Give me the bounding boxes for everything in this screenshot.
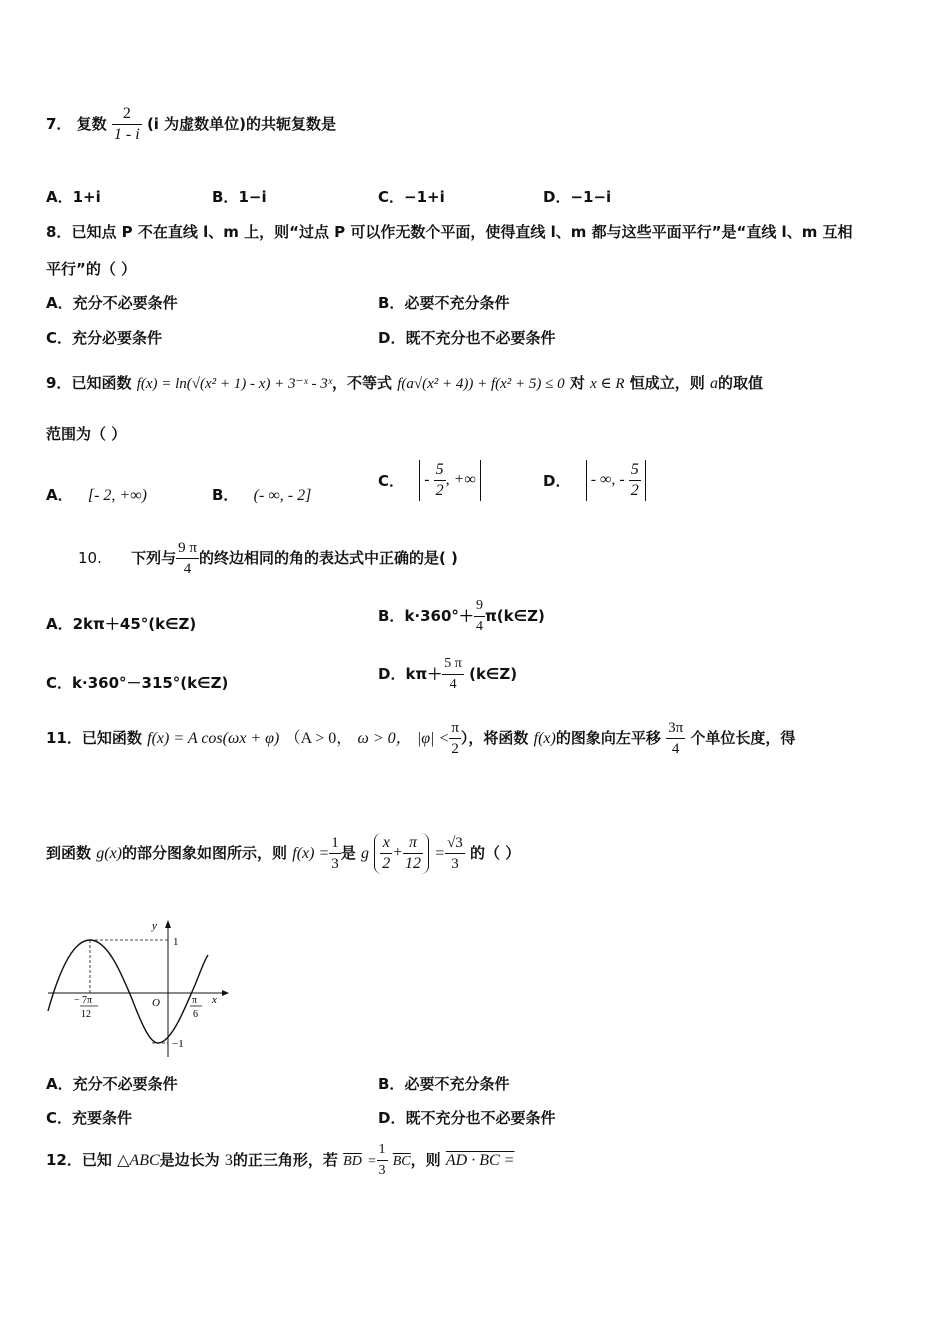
q12-mid: 是边长为	[159, 1151, 220, 1169]
q9-inequality: f(a√(x² + 4)) + f(x² + 5) ≤ 0	[397, 376, 565, 392]
frac-num: √3	[445, 833, 465, 854]
frac-num: 5 π	[442, 654, 464, 675]
frac-den: 4	[475, 619, 483, 634]
frac-num: 5	[434, 460, 446, 481]
q11-option-c[interactable]	[46, 1107, 132, 1128]
q11-c2-fraction	[445, 833, 465, 874]
tick-left-den: 12	[81, 1009, 91, 1020]
tick-left-num: 7π	[82, 995, 93, 1006]
q8-line1: 已知点 P 不在直线 l、m 上，则“过点 P 可以作无数个平面，使得直线 l、m 都与这些平面平行”是“直线 l、m 互相	[71, 223, 853, 241]
q9-function: f(x) = ln(√(x² + 1) - x) + 3⁻ˣ - 3ˣ	[136, 376, 332, 392]
frac-num: π	[403, 833, 423, 854]
q10-option-d[interactable]	[378, 654, 517, 695]
q9-mid: ，不等式	[331, 374, 392, 392]
q9-post2: 恒成立，则	[629, 374, 705, 392]
tick-right-den: 6	[193, 1009, 198, 1020]
q7-pre: 复数	[76, 115, 107, 133]
q12-post: ，则	[410, 1151, 441, 1169]
frac-den: 4	[671, 741, 680, 757]
q11-line2-is: 是	[340, 844, 356, 862]
q10-option-a[interactable]	[46, 613, 196, 634]
q8-number: 8．	[46, 223, 72, 241]
q10-option-b[interactable]	[378, 596, 545, 637]
q7-stem	[46, 104, 336, 145]
option-pre: kπ＋	[405, 665, 443, 683]
frac-den: 3	[331, 856, 339, 872]
option-label: C．	[46, 329, 73, 347]
q7-fraction	[112, 104, 142, 145]
q12-mid2: 的正三角形，若	[232, 1151, 338, 1169]
q11-cond-phi: |φ| <	[416, 730, 450, 747]
option-label: D．	[378, 1109, 406, 1127]
frac-den: 2	[630, 482, 639, 499]
q9-post3: 的取值	[718, 374, 764, 392]
q11-fx: f(x)	[533, 730, 556, 747]
option-post: π(k∈Z)	[484, 607, 545, 625]
option-label: A．	[46, 294, 73, 312]
q7-frac-num: 2	[112, 104, 142, 125]
q9-variable: a	[710, 375, 719, 392]
q12-coef-fraction	[377, 1140, 388, 1181]
option-expr	[586, 460, 646, 501]
option-text: 充分必要条件	[72, 329, 163, 347]
q10-post: 的终边相同的角的表达式中正确的是( )	[198, 549, 458, 567]
option-text: [- 2, +∞)	[87, 487, 147, 504]
frac-den: 2	[451, 741, 459, 757]
option-label: D．	[543, 472, 571, 490]
option-label: D．	[378, 665, 406, 683]
option-label: B．	[378, 607, 405, 625]
q7-option-b[interactable]	[212, 186, 267, 207]
frac-num: 9	[474, 596, 485, 617]
q9-domain: x ∈ R	[590, 376, 625, 392]
option-label: A．	[46, 615, 73, 633]
option-label: A．	[46, 1075, 73, 1093]
q12-triangle: △ABC	[117, 1152, 160, 1169]
frac-den: 3	[451, 856, 459, 872]
arg-fraction-a	[380, 833, 392, 874]
expr-post: , +∞	[445, 471, 476, 489]
option-label: C．	[378, 188, 405, 206]
option-text: 既不充分也不必要条件	[405, 329, 556, 347]
q11-gx: g(x)	[96, 845, 123, 862]
option-label: B．	[378, 294, 405, 312]
q10-option-c[interactable]	[46, 672, 228, 693]
q11-option-a[interactable]	[46, 1073, 178, 1094]
q7-option-a[interactable]	[46, 186, 101, 207]
q9-option-a[interactable]	[46, 484, 147, 505]
expr-pre: - ∞, -	[590, 471, 629, 489]
frac-den: 12	[405, 855, 422, 872]
q11-line2-post: 的（ ）	[470, 844, 521, 862]
q7-option-c[interactable]	[378, 186, 445, 207]
option-text: 既不充分也不必要条件	[405, 1109, 556, 1127]
q11-function: f(x) = A cos(ωx + φ)	[147, 730, 280, 747]
option-label: D．	[378, 329, 406, 347]
option-text: −1+i	[404, 188, 445, 206]
q7-option-d[interactable]	[543, 186, 611, 207]
q11-stem-line1	[46, 718, 795, 759]
option-text: k·360°－315°(k∈Z)	[72, 674, 229, 692]
q11-pre: 已知函数	[81, 729, 142, 747]
q9-option-b[interactable]	[212, 484, 311, 505]
q11-stem-line2	[46, 833, 520, 874]
y-axis-label: y	[152, 920, 157, 932]
q8-option-b[interactable]	[378, 292, 509, 313]
arg-plus: +	[392, 844, 404, 862]
option-fraction	[474, 596, 485, 637]
q11-option-b[interactable]	[378, 1073, 509, 1094]
option-text: 2kπ＋45°(k∈Z)	[72, 615, 197, 633]
q12-stem	[46, 1140, 514, 1181]
option-label: C．	[46, 1109, 73, 1127]
q11-line2-mid: 的部分图象如图所示，则	[122, 844, 288, 862]
x-axis-label: x	[212, 994, 217, 1006]
q11-post1: ），将函数	[460, 729, 529, 747]
q12-side: 3	[224, 1152, 233, 1169]
frac-den: 4	[449, 677, 457, 692]
q11-g-argument	[374, 833, 429, 874]
q10-stem	[78, 538, 458, 579]
frac-den: 2	[435, 482, 444, 499]
option-label: A．	[46, 188, 73, 206]
option-fraction	[442, 654, 464, 695]
frac-num: 9 π	[176, 538, 199, 559]
q10-number: 10.	[78, 549, 102, 567]
q11-post2: 的图象向左平移	[555, 729, 661, 747]
option-label: A．	[46, 486, 73, 504]
q8-option-d[interactable]	[378, 327, 555, 348]
q12-vector-bd: $\overline{BD}$	[343, 1154, 362, 1169]
q8-option-a[interactable]	[46, 292, 178, 313]
q8-option-c[interactable]	[46, 327, 162, 348]
option-text: 必要不充分条件	[404, 1075, 510, 1093]
q7-number: 7．	[46, 115, 72, 133]
q11-g-name: g	[361, 845, 370, 862]
option-label: B．	[212, 486, 239, 504]
q9-option-d[interactable]	[543, 460, 646, 501]
q12-dot-product: AD · BC =	[445, 1152, 515, 1169]
q9-number: 9．	[46, 374, 72, 392]
q11-c1-fraction	[329, 833, 341, 874]
q9-stem-line1	[46, 372, 763, 393]
frac-den: 3	[378, 1163, 386, 1178]
q11-option-d[interactable]	[378, 1107, 555, 1128]
tick-right-num: π	[192, 995, 198, 1006]
option-text: 必要不充分条件	[404, 294, 510, 312]
expr-pre: -	[424, 471, 434, 489]
option-label: B．	[212, 188, 239, 206]
tick-left-sign: −	[74, 995, 80, 1006]
option-pre: k·360°＋	[404, 607, 474, 625]
frac-den: 2	[382, 855, 391, 872]
option-text: 1+i	[72, 188, 101, 206]
option-text: 充要条件	[72, 1109, 133, 1127]
option-label: D．	[543, 188, 571, 206]
frac-num: 3π	[666, 718, 685, 739]
option-text: 充分不必要条件	[72, 294, 178, 312]
q8-stem-line1	[46, 221, 853, 242]
q12-pre: 已知	[81, 1151, 112, 1169]
frac-num: 1	[377, 1140, 388, 1161]
q11-post3: 个单位长度，得	[690, 729, 796, 747]
frac-num: x	[380, 833, 392, 854]
expr-fraction	[434, 460, 446, 501]
q11-phi-fraction	[449, 718, 461, 759]
option-text: −1−i	[570, 188, 612, 206]
frac-num: 1	[329, 833, 341, 854]
q9-stem-line2: 范围为（ ）	[46, 425, 127, 443]
q11-cond1: f(x) =	[292, 845, 330, 862]
option-label: C．	[378, 472, 405, 490]
option-text: 1−i	[238, 188, 267, 206]
q12-vector-eq: =	[367, 1154, 377, 1169]
q7-frac-den: 1 - i	[113, 126, 140, 143]
frac-num: 5	[629, 460, 641, 481]
frac-num: π	[449, 718, 461, 739]
q11-shift-fraction	[666, 718, 685, 759]
expr-fraction	[629, 460, 641, 501]
q11-cond-w: ω > 0，	[357, 730, 412, 747]
option-text: (- ∞, - 2]	[253, 487, 312, 504]
q9-option-c[interactable]	[378, 460, 481, 501]
g-curve	[48, 940, 208, 1043]
option-expr	[419, 460, 481, 501]
option-post: (k∈Z)	[463, 665, 518, 683]
y-axis-arrow	[165, 920, 171, 928]
y-min-label: −1	[172, 1038, 184, 1050]
q10-pre: 下列与	[131, 549, 177, 567]
q9-post1: 对	[569, 374, 585, 392]
y-max-label: 1	[173, 936, 179, 948]
option-label: B．	[378, 1075, 405, 1093]
q9-pre: 已知函数	[71, 374, 132, 392]
x-axis-arrow	[222, 990, 229, 996]
q11-eq: =	[434, 845, 446, 862]
q11-graph	[40, 915, 240, 1065]
q10-fraction	[176, 538, 199, 579]
q7-post: (i 为虚数单位)的共轭复数是	[146, 115, 337, 133]
frac-den: 4	[183, 561, 192, 577]
q12-number: 12．	[46, 1151, 82, 1169]
origin-label: O	[152, 997, 160, 1009]
q11-number: 11．	[46, 729, 82, 747]
q8-stem-line2: 平行”的（ ）	[46, 260, 137, 278]
q11-line2-pre: 到函数	[46, 844, 92, 862]
option-text: 充分不必要条件	[72, 1075, 178, 1093]
q11-cond-a: （A > 0，	[284, 730, 353, 747]
q12-vector-bc: $\overline{BC}$	[392, 1154, 411, 1169]
arg-fraction-b	[403, 833, 423, 874]
option-label: C．	[46, 674, 73, 692]
